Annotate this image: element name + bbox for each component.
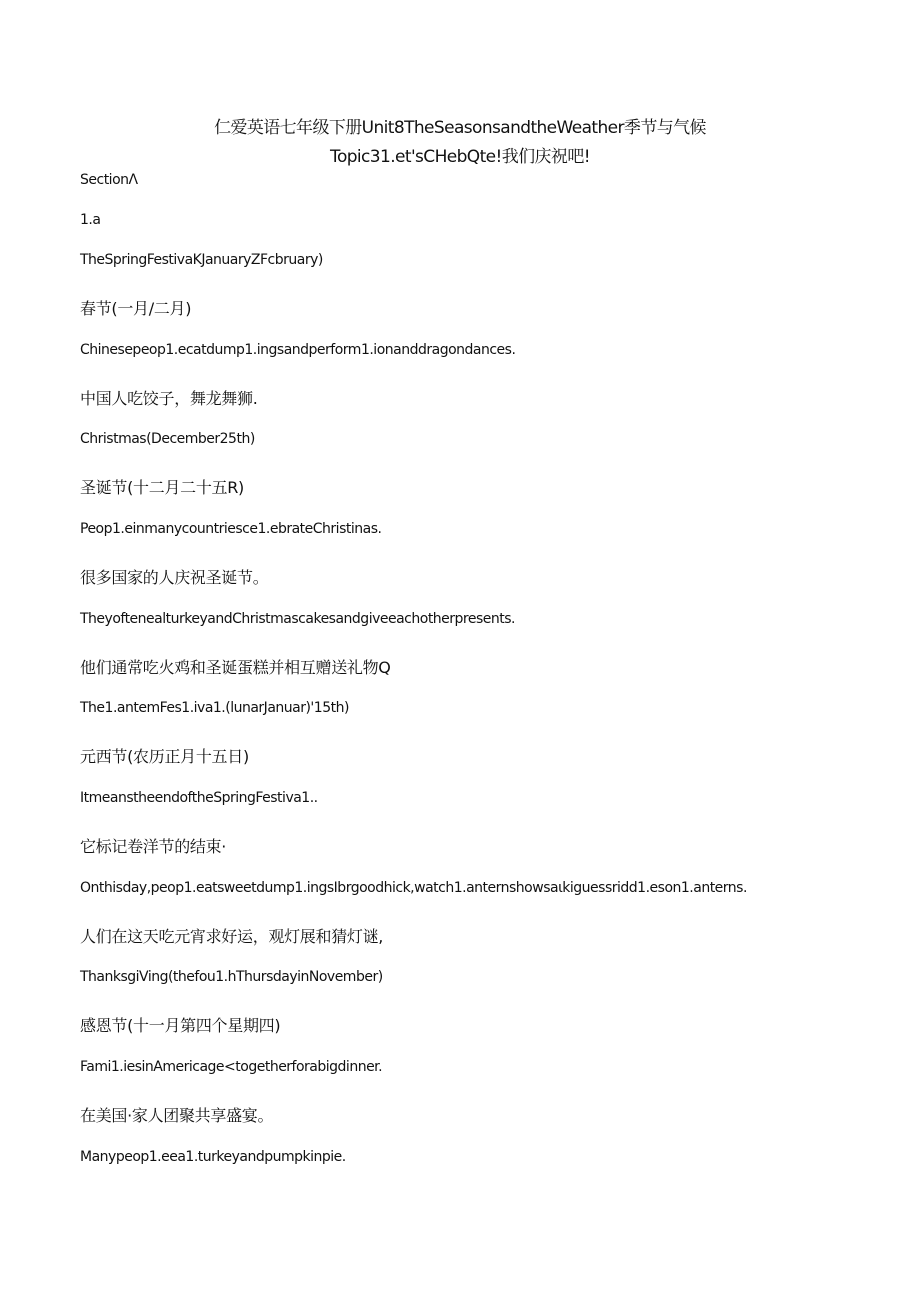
text-line-chinese: 很多国家的人庆祝圣诞节。 [80, 568, 269, 587]
text-line-english: Onthisday,peop1.eatsweetdump1.ingsIbrgoodhick,watch1.anternshowsaιkiguessridd1.eson1.anterns. [80, 880, 747, 896]
text-line-english: Fami1.iesinAmericage<togetherforabigdinner. [80, 1059, 383, 1075]
text-line-english: Chinesepeop1.ecatdump1.ingsandperform1.ionanddragondances. [80, 342, 516, 358]
text-line-english: Manypeop1.eea1.turkeyandpumpkinpie. [80, 1149, 346, 1165]
text-line-english: TheyoftenealturkeyandChristmascakesandgiveeachotherpresents. [80, 611, 516, 627]
document-title: 仁爱英语七年级下册Unit8TheSeasonsandtheWeather季节与气候 [214, 118, 706, 138]
text-line-english: Christmas(December25th) [80, 431, 255, 447]
document-subtitle: Topic31.et'sCHebQte!我们庆祝吧! [330, 147, 590, 167]
text-line-chinese: 元西节(农历正月十五日) [80, 747, 249, 766]
text-line-chinese: 中国人吃饺子，舞龙舞狮. [80, 389, 258, 408]
text-line-chinese: 人们在这天吃元宵求好运，观灯展和猜灯谜, [80, 927, 384, 946]
text-line-chinese: 感恩节(十一月第四个星期四) [80, 1016, 281, 1035]
text-line-chinese: 它标记卷洋节的结束· [80, 837, 227, 856]
section-heading: SectionΛ [80, 172, 138, 188]
text-line-english: Peop1.einmanycountriesce1.ebrateChristinas. [80, 521, 382, 537]
text-line-english: ItmeanstheendoftheSpringFestiva1.. [80, 790, 318, 806]
exercise-number: 1.a [80, 212, 101, 228]
text-line-english: TheSpringFestivaKJanuaryZFcbruary) [80, 252, 323, 268]
text-line-chinese: 他们通常吃火鸡和圣诞蛋糕并相互赠送礼物Q [80, 658, 391, 677]
text-line-english: ThanksgiVing(thefou1.hThursdayinNovember) [80, 969, 383, 985]
text-line-chinese: 在美国·家人团聚共享盛宴。 [80, 1106, 274, 1125]
text-line-english: The1.antemFes1.iva1.(lunarJanuar)'15th) [80, 700, 349, 716]
text-line-chinese: 春节(一月/二月) [80, 299, 192, 318]
text-line-chinese: 圣诞节(十二月二十五R) [80, 478, 245, 497]
